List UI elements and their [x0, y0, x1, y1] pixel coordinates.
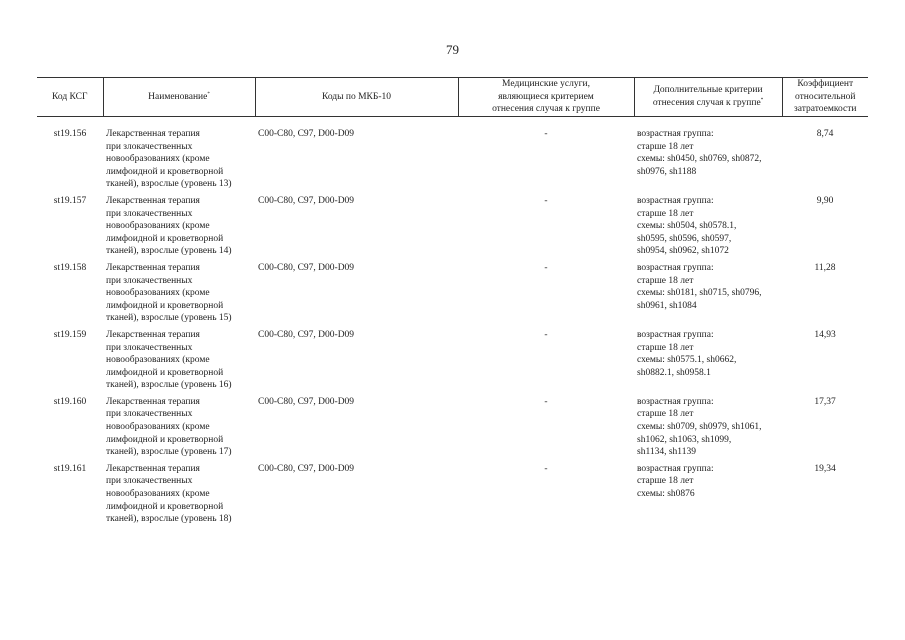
ksg-name-line: тканей), взрослые (уровень 15) [106, 313, 232, 324]
header-services-line: являющиеся критерием [498, 91, 594, 102]
header-coef-line: относительной [794, 91, 856, 102]
additional-criteria-line: возрастная группа: [637, 195, 714, 206]
ksg-name [103, 195, 255, 262]
ksg-name-line: при злокачественных [106, 342, 193, 353]
additional-criteria-line: старше 18 лет [637, 141, 694, 152]
header-criteria-line: Дополнительные критерии [653, 85, 763, 96]
header-icd: Коды по МКБ-10 [255, 78, 458, 117]
ksg-name-line: новообразованиях (кроме [106, 154, 210, 165]
additional-criteria [634, 329, 782, 396]
header-criteria-line [637, 97, 780, 110]
header-code: Код КСГ [37, 78, 103, 117]
additional-criteria-line: sh1062, sh1063, sh1099, [637, 434, 732, 445]
table-row [37, 195, 868, 262]
ksg-name-line: при злокачественных [106, 409, 193, 420]
ksg-name-line: лимфоидной и кроветворной [106, 367, 224, 378]
additional-criteria-line: старше 18 лет [637, 208, 694, 219]
ksg-name [103, 396, 255, 463]
ksg-name-line: Лекарственная терапия [106, 129, 200, 139]
ksg-name-line: Лекарственная терапия [106, 463, 200, 474]
icd-codes: C00-C80, C97, D00-D09 [258, 463, 355, 474]
header-criteria [634, 78, 782, 117]
ksg-name-line: тканей), взрослые (уровень 18) [106, 514, 232, 525]
additional-criteria-line: sh0961, sh1084 [637, 300, 697, 311]
additional-criteria-line: схемы: sh0575.1, sh0662, [637, 355, 737, 366]
ksg-name-line: при злокачественных [106, 476, 193, 487]
header-name-text: Наименование [148, 91, 208, 102]
ksg-name [103, 262, 255, 329]
cost-coefficient: 9,90 [816, 195, 834, 206]
additional-criteria-line: sh0976, sh1188 [637, 166, 697, 177]
ksg-name-line: новообразованиях (кроме [106, 288, 210, 299]
additional-criteria-line: старше 18 лет [637, 476, 694, 487]
medical-services: - [544, 463, 548, 474]
ksg-name-line: новообразованиях (кроме [106, 355, 210, 366]
icd-codes: C00-C80, C97, D00-D09 [258, 129, 355, 139]
additional-criteria [634, 195, 782, 262]
ksg-code: st19.161 [53, 463, 87, 474]
medical-services: - [544, 129, 548, 139]
header-coef-line: Коэффициент [797, 79, 854, 90]
additional-criteria-line: схемы: sh0876 [637, 489, 695, 500]
ksg-code: st19.158 [53, 262, 87, 273]
header-services [458, 78, 634, 117]
ksg-name-line: Лекарственная терапия [106, 329, 200, 340]
medical-services: - [544, 262, 548, 273]
additional-criteria-line: возрастная группа: [637, 129, 714, 139]
ksg-table [37, 77, 868, 530]
cost-coefficient: 8,74 [816, 129, 834, 139]
ksg-name-line: новообразованиях (кроме [106, 221, 210, 232]
additional-criteria [634, 463, 782, 530]
ksg-name-line: тканей), взрослые (уровень 16) [106, 380, 232, 391]
additional-criteria-line: sh0954, sh0962, sh1072 [637, 246, 729, 257]
ksg-name [103, 128, 255, 195]
table-row [37, 128, 868, 195]
additional-criteria-line: возрастная группа: [637, 262, 714, 273]
table-spacer-cell [37, 117, 868, 129]
ksg-code: st19.160 [53, 396, 87, 407]
additional-criteria-line: sh0882.1, sh0958.1 [637, 367, 711, 378]
medical-services: - [544, 195, 548, 206]
ksg-code: st19.157 [53, 195, 87, 206]
additional-criteria [634, 128, 782, 195]
table-row [37, 463, 868, 530]
header-criteria-mark: * [760, 97, 764, 103]
medical-services: - [544, 329, 548, 340]
additional-criteria-line: sh1134, sh1139 [637, 447, 696, 458]
header-name [103, 78, 255, 117]
additional-criteria [634, 396, 782, 463]
additional-criteria-line: схемы: sh0181, sh0715, sh0796, [637, 288, 762, 299]
icd-codes: C00-C80, C97, D00-D09 [258, 195, 355, 206]
cost-coefficient: 17,37 [814, 396, 836, 407]
ksg-name-line: Лекарственная терапия [106, 195, 200, 206]
ksg-code: st19.159 [53, 329, 87, 340]
table-spacer [37, 117, 868, 129]
ksg-name-line: при злокачественных [106, 208, 193, 219]
ksg-name-line: Лекарственная терапия [106, 396, 200, 407]
ksg-name-line: лимфоидной и кроветворной [106, 233, 224, 244]
icd-codes: C00-C80, C97, D00-D09 [258, 262, 355, 273]
header-name-mark: * [207, 91, 210, 97]
header-services-line: Медицинские услуги, [502, 79, 590, 90]
ksg-name-line: тканей), взрослые (уровень 17) [106, 447, 232, 458]
ksg-name-line: лимфоидной и кроветворной [106, 501, 224, 512]
cost-coefficient: 19,34 [814, 463, 836, 474]
additional-criteria-line: возрастная группа: [637, 396, 714, 407]
additional-criteria-line: старше 18 лет [637, 409, 694, 420]
ksg-name [103, 329, 255, 396]
additional-criteria-line: старше 18 лет [637, 275, 694, 286]
header-coef-line: затратоемкости [794, 104, 857, 115]
ksg-name-line: лимфоидной и кроветворной [106, 434, 224, 445]
icd-codes: C00-C80, C97, D00-D09 [258, 329, 355, 340]
ksg-name-line: лимфоидной и кроветворной [106, 166, 224, 177]
additional-criteria-line: схемы: sh0709, sh0979, sh1061, [637, 422, 762, 433]
page-number: 79 [446, 42, 459, 57]
ksg-name-line: при злокачественных [106, 275, 193, 286]
additional-criteria-line: схемы: sh0450, sh0769, sh0872, [637, 154, 762, 165]
additional-criteria-line: старше 18 лет [637, 342, 694, 353]
header-criteria-text: отнесения случая к группе [652, 98, 761, 108]
table-header-row [37, 78, 868, 117]
header-coef [782, 78, 868, 117]
table-row [37, 262, 868, 329]
additional-criteria-line: схемы: sh0504, sh0578.1, [637, 221, 737, 232]
ksg-name-line: новообразованиях (кроме [106, 489, 210, 500]
cost-coefficient: 14,93 [814, 329, 836, 340]
header-services-line: отнесения случая к группе [492, 104, 600, 115]
ksg-name [103, 463, 255, 530]
table-body [37, 117, 868, 530]
additional-criteria-line: возрастная группа: [637, 463, 714, 474]
ksg-name-line: тканей), взрослые (уровень 14) [106, 246, 232, 257]
ksg-name-line: новообразованиях (кроме [106, 422, 210, 433]
medical-services: - [544, 396, 548, 407]
icd-codes: C00-C80, C97, D00-D09 [258, 396, 355, 407]
ksg-name-line: при злокачественных [106, 141, 193, 152]
ksg-name-line: Лекарственная терапия [106, 262, 200, 273]
ksg-name-line: лимфоидной и кроветворной [106, 300, 224, 311]
cost-coefficient: 11,28 [814, 262, 836, 273]
additional-criteria-line: возрастная группа: [637, 329, 714, 340]
ksg-name-line: тканей), взрослые (уровень 13) [106, 179, 232, 190]
table-row [37, 329, 868, 396]
ksg-code: st19.156 [53, 129, 87, 139]
additional-criteria [634, 262, 782, 329]
additional-criteria-line: sh0595, sh0596, sh0597, [637, 233, 732, 244]
table-row [37, 396, 868, 463]
